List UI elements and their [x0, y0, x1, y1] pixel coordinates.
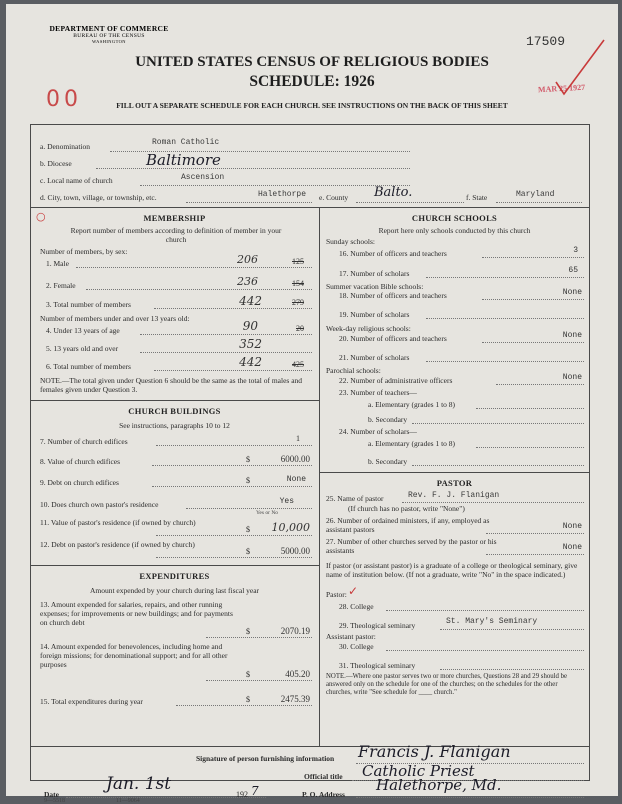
- q1-line: [76, 267, 312, 268]
- q18-label: 18. Number of officers and teachers: [339, 291, 447, 300]
- q14-value: 405.20: [285, 669, 310, 679]
- q18-value: None: [562, 288, 582, 297]
- q4-under13-value: 90: [242, 319, 258, 333]
- form-number: 9—5518: [44, 798, 65, 804]
- schedule-title: SCHEDULE: 1926: [249, 73, 375, 90]
- q20-line: [482, 342, 584, 343]
- q17-value: 65: [568, 266, 578, 275]
- q19-line: [426, 318, 584, 319]
- year-printed: 192: [236, 790, 248, 799]
- q30-line: [386, 650, 584, 651]
- q27-line: [486, 554, 584, 555]
- summer-schools-label: Summer vacation Bible schools:: [326, 282, 424, 291]
- form-title: UNITED STATES CENSUS OF RELIGIOUS BODIES: [135, 54, 489, 70]
- church-name-value: Ascension: [181, 173, 225, 182]
- expenditures-title: EXPENDITURES: [139, 571, 210, 581]
- q10-line: [186, 508, 312, 509]
- q13-dollar-sign: $: [246, 627, 250, 636]
- q26-value: None: [562, 522, 582, 531]
- county-value: Balto.: [374, 185, 413, 200]
- q12-value: 5000.00: [280, 546, 310, 556]
- address-label: P. O. Address: [302, 790, 345, 799]
- q6-old-value: 425: [292, 360, 304, 369]
- department-block: [34, 24, 184, 44]
- q9-label: 9. Debt on church edifices: [40, 478, 119, 487]
- code-mark: 00: [46, 87, 82, 112]
- q29-value: St. Mary's Seminary: [446, 617, 538, 626]
- q27-label: 27. Number of other churches served by the pastor or his assistants: [326, 537, 497, 555]
- schools-title: CHURCH SCHOOLS: [411, 213, 498, 223]
- q5-line: [140, 352, 312, 353]
- q19-label: 19. Number of scholars: [339, 310, 410, 319]
- q4-under13-label: 4. Under 13 years of age: [46, 326, 120, 335]
- q16-line: [482, 257, 584, 258]
- q31-line: [440, 669, 584, 670]
- q4-line: [140, 334, 312, 335]
- denomination-label: a. Denomination: [40, 142, 90, 151]
- graduate-note: If pastor (or assistant pastor) is a graduate of a college or theological seminary, give name of institution below. (If not a graduate, write "No" in the space indicated.): [326, 561, 578, 579]
- official-title-label: Official title: [304, 772, 343, 781]
- q24b-line: [412, 465, 584, 466]
- red-check-icon: ✓: [348, 584, 359, 598]
- q28-line: [386, 610, 584, 611]
- q1-male-value: 206: [237, 253, 258, 266]
- q1-old-value: 125: [292, 257, 304, 266]
- date-label: Date: [44, 790, 59, 799]
- q11-dollar-sign: $: [246, 525, 250, 534]
- q14-dollar-sign: $: [246, 670, 250, 679]
- q23b-line: [412, 423, 584, 424]
- q26-line: [486, 533, 584, 534]
- q9-dollar-sign: $: [246, 476, 250, 485]
- q6-total-value: 442: [239, 355, 262, 369]
- address-line: [356, 797, 584, 798]
- q8-value: 6000.00: [280, 454, 310, 464]
- q21-line: [426, 361, 584, 362]
- q12-dollar-sign: $: [246, 547, 250, 556]
- q27-value: None: [562, 543, 582, 552]
- q8-line: [152, 465, 312, 466]
- q3-total-value: 442: [239, 294, 262, 308]
- q15-line: [176, 705, 312, 706]
- pastor-divider: [319, 472, 590, 473]
- q9-line: [152, 486, 312, 487]
- schools-subtitle: Report here only schools conducted by this church: [378, 226, 531, 235]
- q23a-line: [476, 408, 584, 409]
- bureau-name: BUREAU OF THE CENSUS: [73, 33, 145, 39]
- sunday-schools-label: Sunday schools:: [326, 237, 375, 246]
- pastor-title: PASTOR: [436, 478, 473, 488]
- signature-label: Signature of person furnishing information: [196, 754, 335, 763]
- q20-label: 20. Number of officers and teachers: [339, 334, 447, 343]
- buildings-title: CHURCH BUILDINGS: [128, 406, 221, 416]
- q16-value: 3: [573, 246, 578, 255]
- q17-label: 17. Number of scholars: [339, 269, 410, 278]
- city-line: [186, 202, 312, 203]
- q15-dollar-sign: $: [246, 695, 250, 704]
- q12-label: 12. Debt on pastor's residence (if owned by church): [40, 540, 195, 549]
- q24a-label: a. Elementary (grades 1 to 8): [368, 439, 456, 448]
- q11-label: 11. Value of pastor's residence (if owned by church): [40, 518, 196, 527]
- q10-label: 10. Does church own pastor's residence: [40, 500, 159, 509]
- state-label: f. State: [466, 193, 488, 202]
- q5-over13-value: 352: [239, 337, 262, 351]
- q3-line: [154, 308, 312, 309]
- q25-label: 25. Name of pastor: [326, 494, 384, 503]
- membership-note: NOTE.—The total given under Question 6 should be the same as the total of males and females given under Question 3.: [40, 376, 303, 394]
- official-title-value: Catholic Priest: [362, 762, 475, 780]
- q7-value: 1: [296, 434, 300, 443]
- membership-subtitle: Report number of members according to definition of member in your church: [70, 226, 282, 244]
- church-name-line: [140, 185, 410, 186]
- red-mark: ○: [36, 210, 46, 223]
- q23a-label: a. Elementary (grades 1 to 8): [368, 400, 456, 409]
- q24b-label: b. Secondary: [368, 457, 408, 466]
- year-handwritten: 7: [251, 784, 259, 798]
- q24a-line: [476, 447, 584, 448]
- q9-value: None: [286, 475, 306, 484]
- address-value: Halethorpe, Md.: [376, 776, 502, 794]
- q4-old-value: 20: [296, 324, 304, 333]
- q6-line: [154, 370, 312, 371]
- q15-value: 2475.39: [280, 694, 310, 704]
- membership-title: MEMBERSHIP: [143, 213, 206, 223]
- q2-line: [86, 289, 312, 290]
- q10-hint: Yes or No: [256, 510, 279, 516]
- buildings-subtitle: See instructions, paragraphs 10 to 12: [119, 421, 230, 430]
- q11-value: 10,000: [271, 521, 310, 534]
- q11-line: [156, 535, 312, 536]
- serial-number: 17509: [526, 34, 566, 49]
- church-name-label: c. Local name of church: [40, 176, 113, 185]
- column-divider: [319, 207, 320, 746]
- q22-line: [496, 384, 584, 385]
- bureau-city: WASHINGTON: [92, 39, 126, 44]
- expenditures-subtitle: Amount expended by your church during last fiscal year: [89, 586, 260, 595]
- q14-line: [206, 680, 312, 681]
- state-line: [496, 202, 582, 203]
- instruction-line: FILL OUT A SEPARATE SCHEDULE FOR EACH CHURCH. SEE INSTRUCTIONS ON THE BACK OF THIS SHEET: [116, 101, 508, 110]
- denomination-value: Roman Catholic: [152, 138, 220, 147]
- q7-label: 7. Number of church edifices: [40, 437, 128, 446]
- age-intro-label: Number of members under and over 13 years old:: [40, 314, 190, 323]
- signature-value: Francis J. Flanigan: [358, 742, 511, 761]
- pastor-subhead: Pastor:: [326, 590, 347, 599]
- check-mark-icon: [546, 32, 616, 112]
- q6-total-label: 6. Total number of members: [46, 362, 131, 371]
- q28-label: 28. College: [339, 602, 374, 611]
- q3-old-value: 279: [292, 298, 304, 307]
- q8-label: 8. Value of church edifices: [40, 457, 121, 466]
- q26-label: 26. Number of ordained ministers, if any, employed as assistant pastors: [326, 516, 490, 534]
- q13-label: 13. Amount expended for salaries, repairs, and other running expenses; for improvements or new buildings; and for payments on church debt: [40, 600, 233, 627]
- q16-label: 16. Number of officers and teachers: [339, 249, 447, 258]
- county-label: e. County: [319, 193, 349, 202]
- state-value: Maryland: [516, 190, 555, 199]
- q24-label: 24. Number of scholars—: [339, 427, 417, 436]
- q10-value: Yes: [279, 497, 294, 506]
- q25-value: Rev. F. J. Flanigan: [408, 491, 500, 500]
- expenditures-divider: [30, 565, 319, 566]
- q25-line: [402, 502, 584, 503]
- date-value: Jan. 1st: [106, 774, 172, 794]
- q23b-label: b. Secondary: [368, 415, 408, 424]
- department-name: DEPARTMENT OF COMMERCE: [49, 24, 169, 33]
- q2-old-value: 154: [292, 279, 304, 288]
- print-number: 11—9064: [116, 798, 140, 804]
- q22-value: None: [562, 373, 582, 382]
- diocese-label: b. Diocese: [40, 159, 72, 168]
- assistant-subhead: Assistant pastor:: [326, 632, 376, 641]
- pastor-note: NOTE.—Where one pastor serves two or more churches, Questions 28 and 29 should be answered only on the schedule for one of the churches; on the schedules for the other churches, write "See schedule for ____ church.": [326, 673, 568, 696]
- q20-value: None: [562, 331, 582, 340]
- q2-female-value: 236: [237, 275, 258, 288]
- buildings-divider: [30, 400, 319, 401]
- county-line: [356, 202, 464, 203]
- q1-male-label: 1. Male: [46, 259, 69, 268]
- q14-label: 14. Amount expended for benevolences, including home and foreign missions; for denominational support; and for all other purposes: [40, 642, 228, 669]
- q15-label: 15. Total expenditures during year: [40, 697, 143, 706]
- q25-hint: (If church has no pastor, write "None"): [348, 504, 465, 513]
- received-stamp: MAR 25 1927: [537, 82, 586, 95]
- q7-line: [156, 445, 312, 446]
- q13-line: [206, 637, 312, 638]
- q13-value: 2070.19: [280, 626, 310, 636]
- parochial-schools-label: Parochial schools:: [326, 366, 381, 375]
- q5-over13-label: 5. 13 years old and over: [46, 344, 119, 353]
- q8-dollar-sign: $: [246, 455, 250, 464]
- q17-line: [426, 277, 584, 278]
- q12-line: [156, 557, 312, 558]
- general-divider: [30, 207, 590, 208]
- diocese-value: Baltimore: [146, 151, 221, 169]
- q18-line: [482, 299, 584, 300]
- q30-label: 30. College: [339, 642, 374, 651]
- census-schedule-sheet: [6, 4, 618, 804]
- q29-line: [440, 629, 584, 630]
- q2-female-label: 2. Female: [46, 281, 76, 290]
- weekday-schools-label: Week-day religious schools:: [326, 324, 411, 333]
- members-by-sex-label: Number of members, by sex:: [40, 247, 128, 256]
- q3-total-label: 3. Total number of members: [46, 300, 131, 309]
- city-value: Halethorpe: [258, 190, 307, 199]
- q29-label: 29. Theological seminary: [339, 621, 416, 630]
- city-label: d. City, town, village, or township, etc.: [40, 193, 157, 202]
- q22-label: 22. Number of administrative officers: [339, 376, 453, 385]
- q21-label: 21. Number of scholars: [339, 353, 410, 362]
- q23-label: 23. Number of teachers—: [339, 388, 417, 397]
- diocese-line: [96, 168, 410, 169]
- q31-label: 31. Theological seminary: [339, 661, 416, 670]
